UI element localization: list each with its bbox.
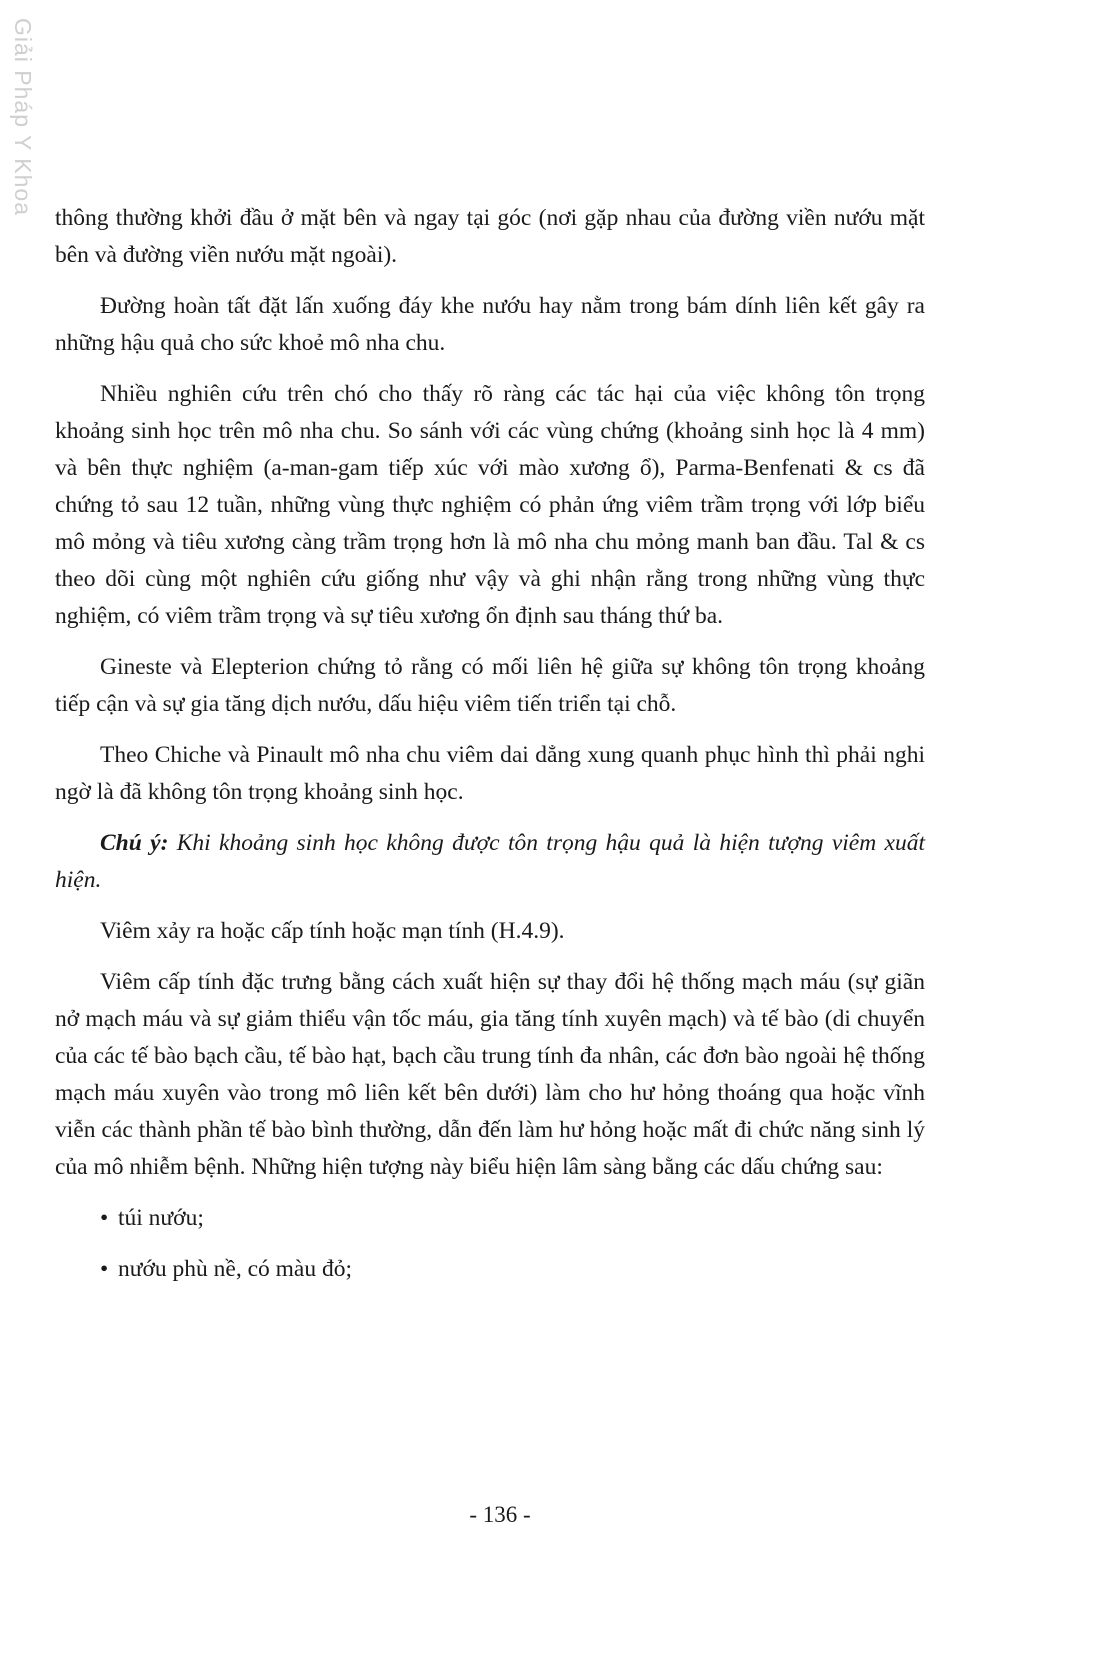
- paragraph-chiche: Theo Chiche và Pinault mô nha chu viêm dai dẳng xung quanh phục hình thì phải nghi ngờ là đã không tôn trọng khoảng sinh học.: [55, 742, 925, 805]
- list-item-text: nướu phù nề, có màu đỏ;: [118, 1256, 353, 1282]
- page-number: - 136 -: [469, 1502, 531, 1527]
- page-content: [55, 200, 925, 1302]
- paragraph-acute-inflammation: Viêm cấp tính đặc trưng bằng cách xuất hiện sự thay đổi hệ thống mạch máu (sự giãn nở mạch máu và sự giảm thiểu vận tốc máu, gia tăng tính xuyên mạch) và tế bào (di chuyển của các tế bào bạch cầu, tế bào hạt, bạch cầu trung tính đa nhân, các đơn bào ngoài hệ thống mạch máu xuyên vào trong mô liên kết bên dưới) làm cho hư hỏng thoáng qua hoặc vĩnh viễn các thành phần tế bào bình thường, dẫn đến làm hư hỏng hoặc mất đi chức năng sinh lý của mô nhiễm bệnh. Những hiện tượng này biểu hiện lâm sàng bằng các dấu chứng sau:: [55, 969, 925, 1180]
- paragraph-continuation: thông thường khởi đầu ở mặt bên và ngay tại góc (nơi gặp nhau của đường viền nướu mặt bên và đường viền nướu mặt ngoài).: [55, 205, 925, 268]
- paragraph-inflammation-types: Viêm xảy ra hoặc cấp tính hoặc mạn tính (H.4.9).: [100, 918, 565, 944]
- note-label: Chú ý:: [100, 830, 169, 856]
- symptom-list: [55, 1200, 925, 1288]
- list-item: [100, 1200, 925, 1237]
- bullet-icon: •: [100, 1256, 109, 1282]
- note-text: Khi khoảng sinh học không được tôn trọng hậu quả là hiện tượng viêm xuất hiện.: [55, 830, 925, 893]
- paragraph-dog-studies: Nhiều nghiên cứu trên chó cho thấy rõ ràng các tác hại của việc không tôn trọng khoảng sinh học trên mô nha chu. So sánh với các vùng chứng (khoảng sinh học là 4 mm) và bên thực nghiệm (a-man-gam tiếp xúc với mào xương ổ), Parma-Benfenati & cs đã chứng tỏ sau 12 tuần, những vùng thực nghiệm có phản ứng viêm trầm trọng với lớp biểu mô mỏng và tiêu xương càng trầm trọng hơn là mô nha chu mỏng manh ban đầu. Tal & cs theo dõi cùng một nghiên cứu giống như vậy và ghi nhận rằng trong những vùng thực nghiệm, có viêm trầm trọng và sự tiêu xương ổn định sau tháng thứ ba.: [55, 381, 925, 629]
- bullet-icon: •: [100, 1205, 109, 1231]
- watermark: Giải Pháp Y Khoa: [10, 18, 36, 217]
- paragraph-finish-line: Đường hoàn tất đặt lấn xuống đáy khe nướu hay nằm trong bám dính liên kết gây ra những hậu quả cho sức khoẻ mô nha chu.: [55, 293, 925, 356]
- note-paragraph: [55, 825, 925, 899]
- list-item-text: túi nướu;: [118, 1205, 204, 1231]
- list-item: [100, 1251, 925, 1288]
- paragraph-gineste: Gineste và Elepterion chứng tỏ rằng có mối liên hệ giữa sự không tôn trọng khoảng tiếp cận và sự gia tăng dịch nướu, dấu hiệu viêm tiến triển tại chỗ.: [55, 654, 925, 717]
